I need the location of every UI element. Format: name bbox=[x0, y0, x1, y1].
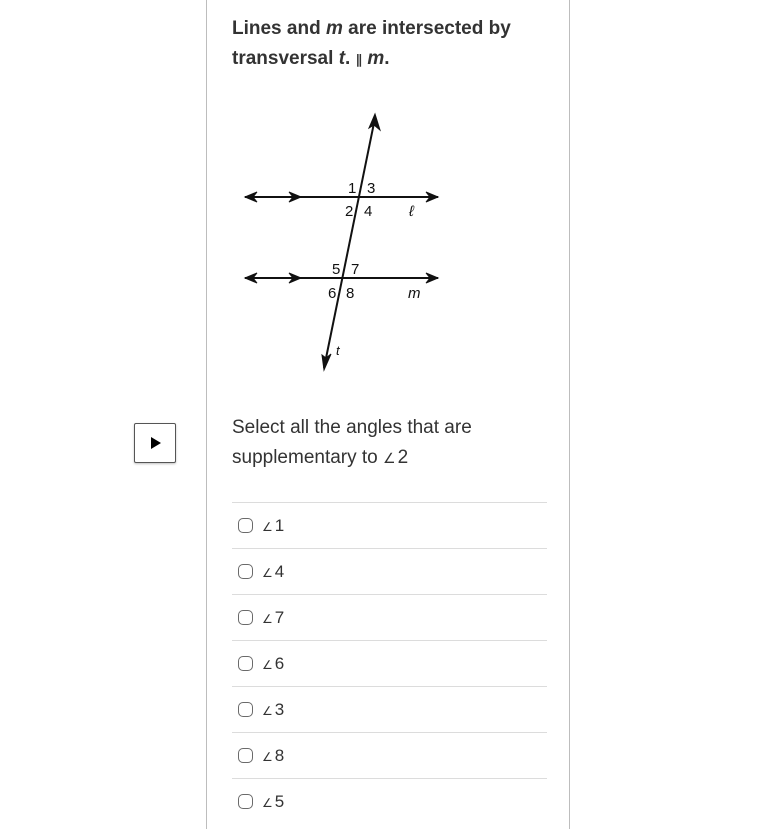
prompt-text bbox=[232, 413, 532, 473]
line-t bbox=[324, 118, 375, 368]
angle-label: 8 bbox=[346, 285, 355, 302]
angle-symbol: ∠ bbox=[262, 657, 273, 672]
line-l-label: ℓ bbox=[409, 203, 414, 220]
prompt-line: Select all the angles that are bbox=[232, 417, 472, 438]
checkbox[interactable] bbox=[238, 564, 253, 579]
line-t-label: t bbox=[336, 343, 340, 358]
option-label bbox=[262, 746, 284, 766]
angle-symbol: ∠ bbox=[262, 565, 273, 580]
angle-label: 2 bbox=[345, 203, 354, 220]
angle-symbol: ∠ bbox=[262, 703, 273, 718]
prompt-target: 2 bbox=[397, 447, 409, 468]
question-var-t: t bbox=[338, 48, 346, 69]
parallel-symbol: ∥ bbox=[355, 52, 363, 67]
angle-symbol: ∠ bbox=[262, 795, 273, 810]
option-angle-7[interactable] bbox=[232, 594, 547, 640]
option-angle-3[interactable] bbox=[232, 686, 547, 732]
angle-symbol: ∠ bbox=[383, 450, 396, 466]
option-value: 1 bbox=[274, 515, 285, 535]
checkbox[interactable] bbox=[238, 656, 253, 671]
question-part: . bbox=[345, 48, 356, 69]
angle-symbol: ∠ bbox=[262, 519, 273, 534]
question-var-m: m bbox=[325, 18, 343, 39]
prompt-line: supplementary to bbox=[232, 447, 384, 468]
transversal-diagram bbox=[233, 104, 453, 384]
option-angle-6[interactable] bbox=[232, 640, 547, 686]
option-angle-8[interactable] bbox=[232, 732, 547, 778]
play-button[interactable] bbox=[134, 423, 176, 463]
checkbox[interactable] bbox=[238, 748, 253, 763]
option-value: 4 bbox=[274, 561, 285, 581]
angle-symbol: ∠ bbox=[262, 749, 273, 764]
option-value: 3 bbox=[274, 699, 285, 719]
angle-label: 7 bbox=[351, 261, 360, 278]
question-text bbox=[232, 14, 532, 75]
question-part: . bbox=[384, 48, 390, 69]
angle-label: 6 bbox=[328, 285, 337, 302]
option-label bbox=[262, 654, 284, 674]
option-angle-4[interactable] bbox=[232, 548, 547, 594]
angle-symbol: ∠ bbox=[262, 611, 273, 626]
option-value: 5 bbox=[274, 791, 285, 811]
angle-label: 4 bbox=[364, 203, 373, 220]
angle-label: 3 bbox=[367, 180, 376, 197]
question-part: Lines and bbox=[232, 18, 326, 39]
angle-label: 1 bbox=[348, 180, 357, 197]
option-label bbox=[262, 608, 284, 628]
option-label bbox=[262, 792, 284, 812]
option-label bbox=[262, 562, 284, 582]
option-angle-5[interactable] bbox=[232, 778, 547, 824]
option-value: 8 bbox=[274, 745, 285, 765]
question-part: are intersected by bbox=[342, 18, 511, 39]
question-part: transversal bbox=[232, 48, 339, 69]
question-var-m: m bbox=[362, 48, 385, 69]
line-m-label: m bbox=[408, 285, 421, 302]
checkbox[interactable] bbox=[238, 794, 253, 809]
answer-options bbox=[232, 502, 547, 824]
checkbox[interactable] bbox=[238, 702, 253, 717]
checkbox[interactable] bbox=[238, 518, 253, 533]
option-label bbox=[262, 700, 284, 720]
checkbox[interactable] bbox=[238, 610, 253, 625]
option-angle-1[interactable] bbox=[232, 502, 547, 548]
angle-label: 5 bbox=[332, 261, 341, 278]
question-card bbox=[206, 0, 570, 829]
option-value: 6 bbox=[274, 653, 285, 673]
arrow-head bbox=[369, 114, 380, 130]
play-icon bbox=[151, 437, 161, 449]
option-label bbox=[262, 516, 284, 536]
option-value: 7 bbox=[274, 607, 285, 627]
